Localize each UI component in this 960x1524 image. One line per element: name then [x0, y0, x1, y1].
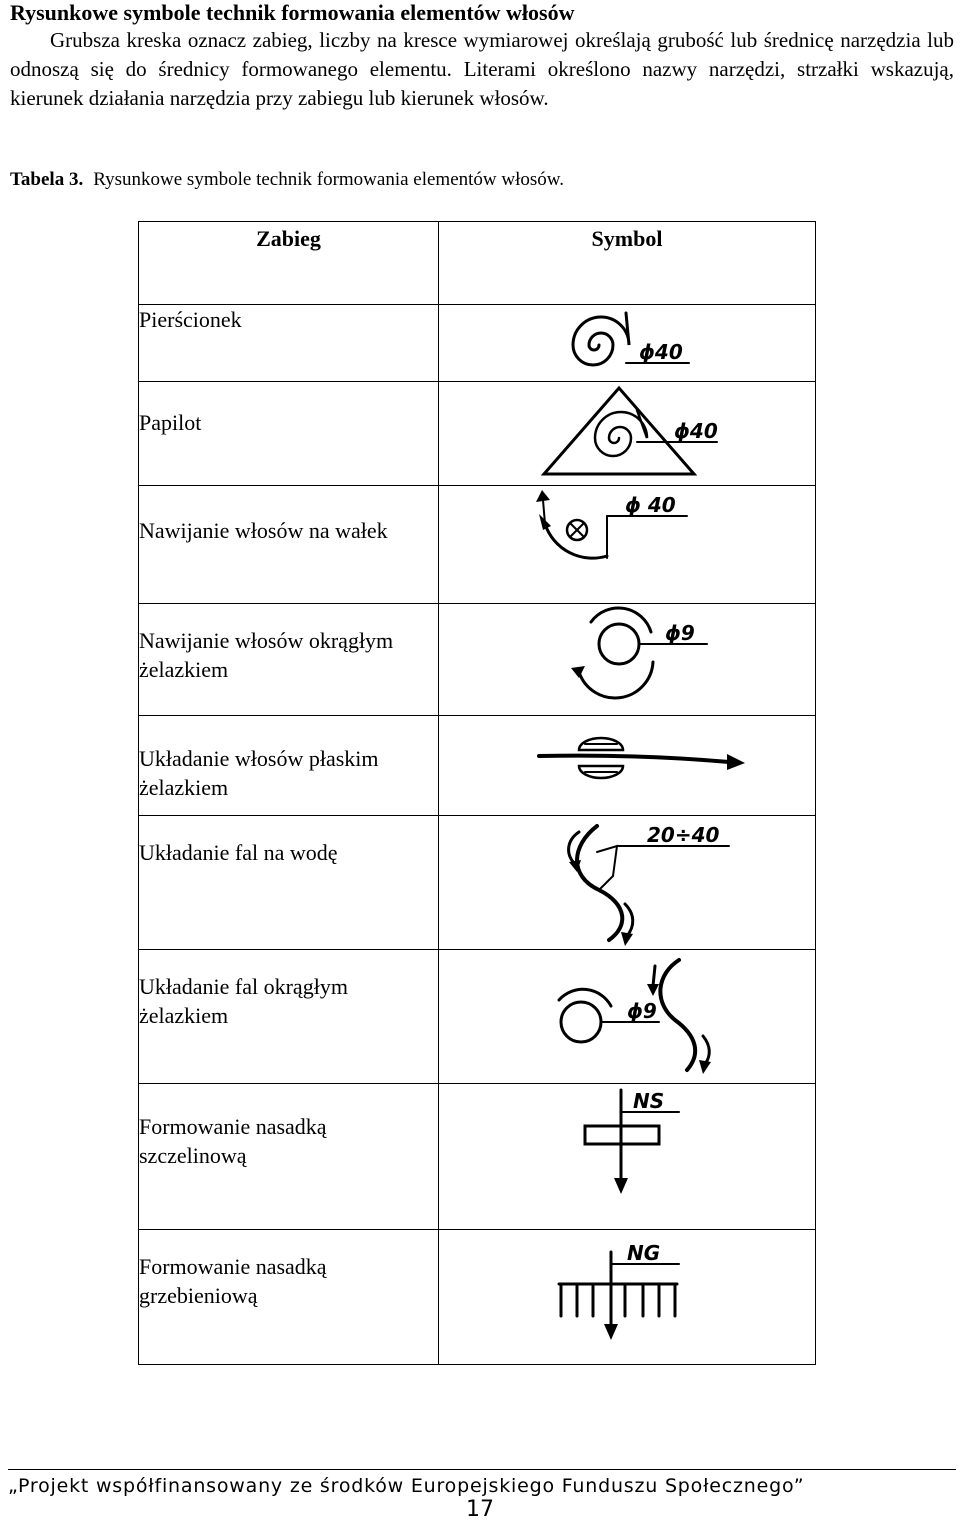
row-name: Pierścionek	[139, 305, 439, 382]
ring-spiral-symbol	[439, 305, 816, 382]
symbol-cell	[439, 486, 816, 604]
symbol-label: NG	[627, 1241, 661, 1265]
table-row	[139, 1230, 816, 1365]
table-row	[139, 716, 816, 816]
table-caption-text: Rysunkowe symbole technik formowania elementów włosów.	[93, 169, 565, 190]
table-row	[139, 816, 816, 950]
symbol-label: ϕ40	[674, 419, 718, 443]
papilot-symbol	[439, 382, 816, 486]
symbols-table	[138, 221, 816, 1365]
symbol-cell	[439, 816, 816, 950]
row-name: Nawijanie włosów okrągłym żelazkiem	[139, 604, 439, 716]
header-zabieg: Zabieg	[139, 222, 439, 305]
table-caption	[10, 167, 564, 193]
table-row	[139, 486, 816, 604]
symbol-cell	[439, 1084, 816, 1230]
symbol-label: ϕ9	[627, 999, 657, 1023]
symbol-cell	[439, 1230, 816, 1365]
intro-paragraph: Grubsza kreska oznacz zabieg, liczby na kresce wymiarowej określają grubość lub średnicę narzędzia lub odnoszą się do średnicy formowanego elementu. Literami określono nazwy narzędzi, strzałki wskazują, kierunek działania narzędzia przy zabiegu lub kierunek włosów.	[10, 28, 954, 110]
symbol-label: ϕ40	[639, 340, 683, 364]
symbol-cell	[439, 716, 816, 816]
header-symbol: Symbol	[439, 222, 816, 305]
page-number: 17	[466, 1497, 494, 1522]
roller-symbol	[439, 486, 816, 604]
symbol-label: NS	[633, 1089, 665, 1113]
symbol-cell	[439, 950, 816, 1084]
table-row	[139, 1084, 816, 1230]
flat-iron-symbol	[439, 716, 816, 816]
symbol-cell	[439, 305, 816, 382]
footer-divider	[8, 1469, 956, 1470]
symbol-cell	[439, 604, 816, 716]
section-heading: Rysunkowe symbole technik formowania elementów włosów	[10, 0, 575, 25]
table-row	[139, 382, 816, 486]
table-row	[139, 950, 816, 1084]
symbol-label: ϕ9	[665, 621, 695, 645]
table-row	[139, 305, 816, 382]
table-caption-label: Tabela 3.	[10, 169, 84, 190]
row-name: Nawijanie włosów na wałek	[139, 486, 439, 604]
symbol-cell	[439, 382, 816, 486]
slot-nozzle-symbol	[439, 1084, 816, 1230]
row-name: Papilot	[139, 382, 439, 486]
row-name: Układanie włosów płaskim żelazkiem	[139, 716, 439, 816]
row-name: Formowanie nasadką grzebieniową	[139, 1230, 439, 1365]
row-name: Układanie fal okrągłym żelazkiem	[139, 950, 439, 1084]
table-row	[139, 604, 816, 716]
round-iron-wave-symbol	[439, 950, 816, 1084]
comb-nozzle-symbol	[439, 1230, 816, 1365]
round-iron-symbol	[439, 604, 816, 716]
table-header-row	[139, 222, 816, 305]
row-name: Układanie fal na wodę	[139, 816, 439, 950]
row-name: Formowanie nasadką szczelinową	[139, 1084, 439, 1230]
symbol-label: 20÷40	[647, 823, 720, 847]
symbol-label: ϕ 40	[625, 493, 676, 517]
water-wave-symbol	[439, 816, 816, 950]
footer-text: „Projekt współfinansowany ze środków Europejskiego Funduszu Społecznego”	[8, 1475, 805, 1497]
